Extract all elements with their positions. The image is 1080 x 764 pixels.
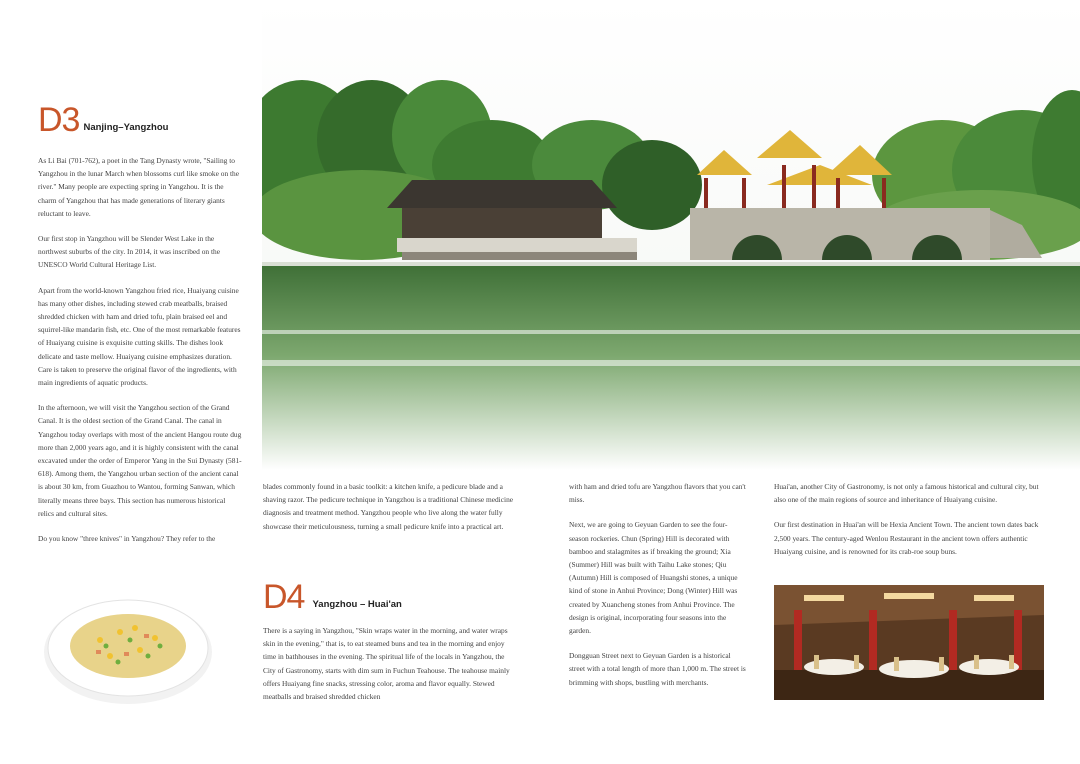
d4-heading [263,578,513,614]
col3-paragraph: with ham and dried tofu are Yangzhou flavors that you can't miss. [569,482,746,505]
column-4-text [774,480,1044,570]
d4-day-number: D4 [263,578,305,616]
d3-paragraph: In the afternoon, we will visit the Yangzhou section of the Grand Canal. It is the oldest section of the Grand Canal. The canal in Yangzhou today overlaps with most of the ancient Hangou route dug more than 2,000 years ago, and it is highly consistent with the canal excavated under the order of Emperor Yang in the Sui Dynasty (581-618). Among them, the Yangzhou urban section of the ancient canal is about 30 km, from Guazhou to Wantou, forming Sanwan, which literally means three bays. This section has numerous historical relics and cultural sites. [38,403,242,518]
col3-paragraph: Dongguan Street next to Geyuan Garden is a historical street with a total length of more than 1,000 m. The street is brimming with shops, bustling with merchants. [569,651,746,687]
fried-rice-photo [40,590,215,710]
d3-paragraph: Apart from the world-known Yangzhou fried rice, Huaiyang cuisine has many other dishes, including stewed crab meatballs, braised shredded chicken with ham and dried tofu, plain braised eel and squirrel-like mandarin fish, etc. One of the most remarkable features of Huaiyang cuisine is exquisite cutting skills. The dishes look delicate and taste mellow. Huaiyang cuisine emphasizes duration. Care is taken to preserve the original flavor of the ingredients, with main ingredients of aquatic products. [38,285,241,388]
d4-text [263,624,515,715]
d3-heading [38,101,258,137]
column-1-text [38,154,243,557]
d3-day-title: Nanjing–Yangzhou [83,122,169,133]
col4-paragraph: Huai'an, another City of Gastronomy, is not only a famous historical and cultural city, but also one of the main regions of source and inheritance of Huaiyang cuisine. [774,482,1039,505]
column-2-text [263,480,515,545]
d3-paragraph: Do you know "three knives" in Yangzhou? They refer to the [38,534,216,544]
d3-paragraph: Our first stop in Yangzhou will be Slender West Lake in the northwest suburbs of the city. In 2014, it was inscribed on the UNESCO World Cultural Heritage List. [38,234,220,270]
d3-day-number: D3 [38,101,80,139]
col4-paragraph: Our first destination in Huai'an will be Hexia Ancient Town. The ancient town dates back 2,500 years. The century-aged Wenlou Restaurant in the ancient town offers authentic Huaiyang cuisine, and is renowned for its crab-roe soup buns. [774,520,1039,556]
d4-paragraph: There is a saying in Yangzhou, "Skin wraps water in the morning, and water wraps skin in the evening," that is, to eat steamed buns and tea in the morning and enjoy time in bathhouses in the evening. The spiritual life of the locals in Yangzhou, the City of Gastronomy, starts with dim sum in Fuchun Teahouse. The teahouse mainly offers Huaiyang fine snacks, stressing color, aroma and flavor equally. Stewed meatballs and braised shredded chicken [263,626,510,702]
d3-paragraph: As Li Bai (701-762), a poet in the Tang Dynasty wrote, "Sailing to Yangzhou in the lunar March when blossoms curl like smoke on the river." Many people are expecting spring in Yangzhou. It is the charm of Yangzhou that has made generations of literary giants reluctant to leave. [38,156,240,218]
col2-paragraph: blades commonly found in a basic toolkit: a kitchen knife, a pedicure blade and a shaving razor. The pedicure technique in Yangzhou is a traditional Chinese medicine diagnosis and treatment method. Yangzhou people who live along the water fully showcase their meticulousness, turning a small pedicure knife into a practical art. [263,482,514,531]
hero-photo-slender-west-lake [262,0,1080,470]
d4-day-title: Yangzhou – Huai'an [312,599,402,610]
restaurant-photo [774,585,1044,700]
col3-paragraph: Next, we are going to Geyuan Garden to see the four-season rockeries. Chun (Spring) Hill is decorated with bamboo and stalagmites as if breaking the ground; Xia (Summer) Hill was built with Taihu Lake stones; Qiu (Autumn) Hill is composed of Huangshi stones, a unique kind of stone in Anhui Province; Dong (Winter) Hill was created by Xuancheng stones from Anhui Province. The design is original, incorporating four seasons into the garden. [569,520,738,636]
column-3-text [569,480,747,701]
